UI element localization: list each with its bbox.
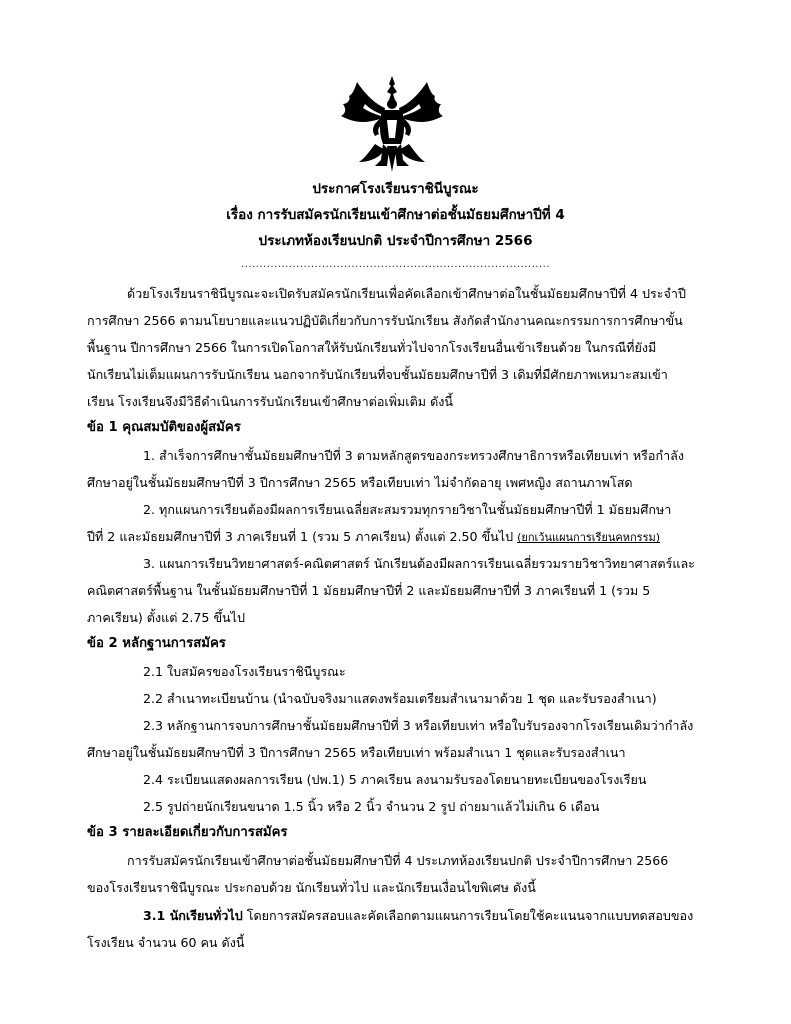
intro-line: นักเรียนไม่เต็มแผนการรับนักเรียน นอกจากรับนักเรียนที่จบชั้นมัธยมศึกษาปีที่ 3 เดิมที่มีศักยภาพเหมาะสมเข้า	[87, 367, 668, 382]
section-2-heading: ข้อ 2 หลักฐานการสมัคร	[87, 636, 226, 651]
section-1-line: 2. ทุกแผนการเรียนต้องมีผลการเรียนเฉลี่ยสะสมรวมทุกรายวิชาในชั้นมัธยมศึกษาปีที่ 1 มัธยมศึกษา	[143, 502, 672, 517]
section-1-line: ภาคเรียน) ตั้งแต่ 2.75 ขึ้นไป	[87, 610, 245, 625]
announcement-subject: เรื่อง การรับสมัครนักเรียนเข้าศึกษาต่อชั้นมัธยมศึกษาปีที่ 4	[226, 207, 565, 223]
section-2-item: 2.2 สำเนาทะเบียนบ้าน (นำฉบับจริงมาแสดงพร้อมเตรียมสำเนามาด้วย 1 ชุด และรับรองสำเนา)	[143, 691, 657, 706]
section-2-item: 2.3 หลักฐานการจบการศึกษาชั้นมัธยมศึกษาปีที่ 3 หรือเทียบเท่า หรือใบรับรองจากโรงเรียนเดิมว่ากำลัง	[143, 718, 694, 733]
intro-line: ด้วยโรงเรียนราชินีบูรณะจะเปิดรับสมัครนักเรียนเพื่อคัดเลือกเข้าศึกษาต่อในชั้นมัธยมศึกษาปีที่ 4 ประจำปี	[127, 286, 686, 301]
section-2-item: 2.1 ใบสมัครของโรงเรียนราชินีบูรณะ	[143, 664, 346, 679]
section-1-line: 3. แผนการเรียนวิทยาศาสตร์-คณิตศาสตร์ นักเรียนต้องมีผลการเรียนเฉลี่ยรวมรายวิชาวิทยาศาสตร์และ	[143, 556, 695, 571]
section-3-line: โรงเรียน จำนวน 60 คน ดังนี้	[87, 935, 245, 950]
section-1-line-text: ปีที่ 2 และมัธยมศึกษาปีที่ 3 ภาคเรียนที่ 1 (รวม 5 ภาคเรียน) ตั้งแต่ 2.50 ขึ้นไป	[87, 529, 518, 544]
announcement-title: ประกาศโรงเรียนราชินีบูรณะ	[312, 181, 479, 197]
subsection-text: โดยการสมัครสอบและคัดเลือกตามแผนการเรียนโดยใช้คะแนนจากแบบทดสอบของ	[242, 908, 694, 923]
section-2-item: ศึกษาอยู่ในชั้นมัธยมศึกษาปีที่ 3 ปีการศึกษา 2565 หรือเทียบเท่า พร้อมสำเนา 1 ชุดและรับรองสำเนา	[87, 745, 626, 760]
intro-line: การศึกษา 2566 ตามนโยบายและแนวปฏิบัติเกี่ยวกับการรับนักเรียน สังกัดสำนักงานคณะกรรมการการศึกษาขั้น	[87, 313, 683, 328]
exception-note: (ยกเว้นแผนการเรียนคหกรรม)	[517, 531, 661, 544]
section-3-line: ของโรงเรียนราชินีบูรณะ ประกอบด้วย นักเรียนทั่วไป และนักเรียนเงื่อนไขพิเศษ ดังนี้	[87, 880, 536, 895]
section-3-line: การรับสมัครนักเรียนเข้าศึกษาต่อชั้นมัธยมศึกษาปีที่ 4 ประเภทห้องเรียนปกติ ประจำปีการศึกษา 2566	[127, 853, 669, 868]
section-1-line: คณิตศาสตร์พื้นฐาน ในชั้นมัธยมศึกษาปีที่ 1 มัธยมศึกษาปีที่ 2 และมัธยมศึกษาปีที่ 3 ภาคเรียนที่ 1 (รวม 5	[87, 583, 651, 598]
subsection-label: 3.1 นักเรียนทั่วไป	[143, 908, 243, 923]
section-3-line	[143, 906, 693, 926]
section-2-item: 2.4 ระเบียนแสดงผลการเรียน (ปพ.1) 5 ภาคเรียน ลงนามรับรองโดยนายทะเบียนของโรงเรียน	[143, 772, 647, 787]
dotted-divider: ....................................................................................	[240, 259, 550, 270]
intro-line: เรียน โรงเรียนจึงมีวิธีดำเนินการรับนักเรียนเข้าศึกษาต่อเพิ่มเติม ดังนี้	[87, 394, 454, 409]
announcement-type: ประเภทห้องเรียนปกติ ประจำปีการศึกษา 2566	[258, 233, 533, 249]
section-1-line	[87, 527, 660, 548]
intro-line: พื้นฐาน ปีการศึกษา 2566 ในการเปิดโอกาสให้รับนักเรียนทั่วไปจากโรงเรียนอื่นเข้าเรียนด้วย ในกรณีที่ยังมี	[87, 340, 657, 355]
section-2-item: 2.5 รูปถ่ายนักเรียนขนาด 1.5 นิ้ว หรือ 2 นิ้ว จำนวน 2 รูป ถ่ายมาแล้วไม่เกิน 6 เดือน	[143, 799, 600, 814]
section-1-line: ศึกษาอยู่ในชั้นมัธยมศึกษาปีที่ 3 ปีการศึกษา 2565 หรือเทียบเท่า ไม่จำกัดอายุ เพศหญิง สถานภาพโสด	[87, 475, 633, 490]
section-3-heading: ข้อ 3 รายละเอียดเกี่ยวกับการสมัคร	[87, 825, 288, 840]
section-1-heading: ข้อ 1 คุณสมบัติของผู้สมัคร	[87, 420, 241, 435]
section-1-line: 1. สำเร็จการศึกษาชั้นมัธยมศึกษาปีที่ 3 ตามหลักสูตรของกระทรวงศึกษาธิการหรือเทียบเท่า หรือกำลัง	[143, 448, 685, 463]
garuda-emblem-icon	[335, 74, 449, 174]
